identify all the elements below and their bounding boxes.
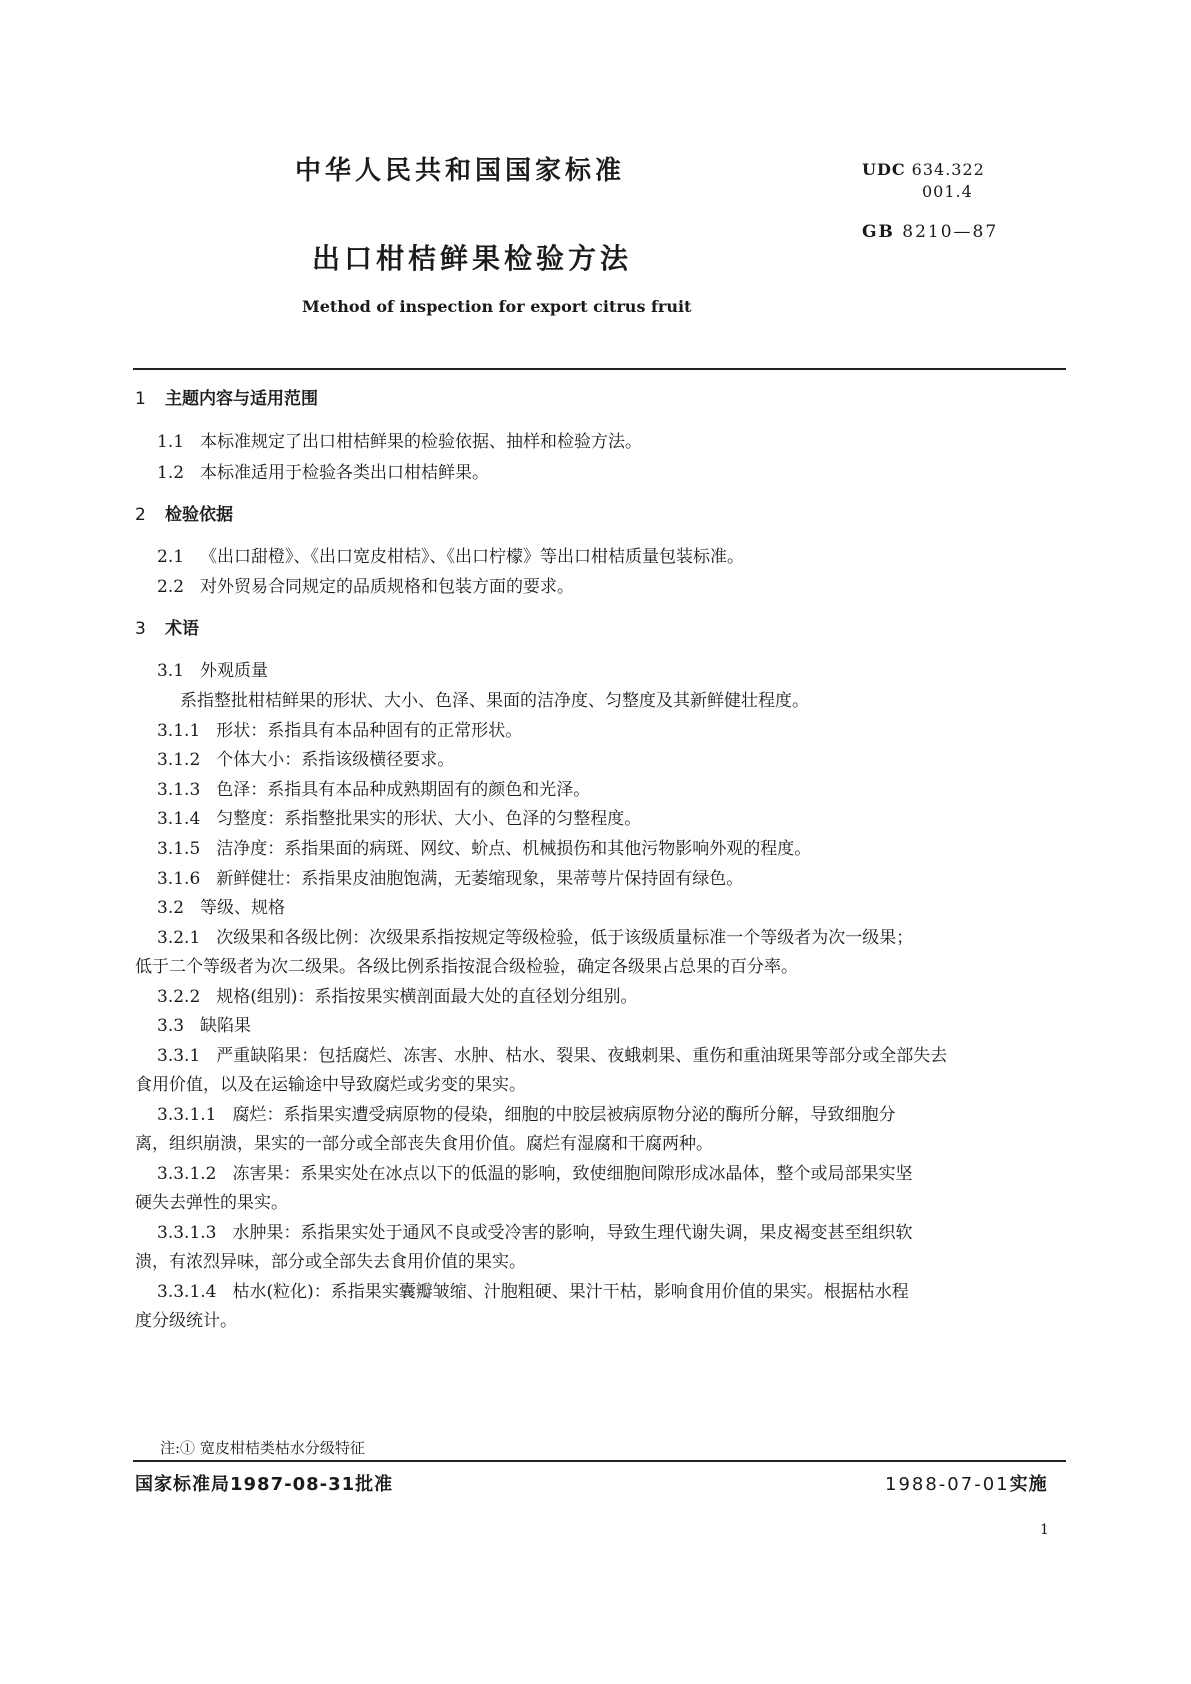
clause-text: 严重缺陷果：包括腐烂、冻害、水肿、枯水、裂果、夜蛾刺果、重伤和重油斑果等部分或全部失去 [216, 1046, 948, 1066]
clause-3-1-description: 系指整批柑桔鲜果的形状、大小、色泽、果面的洁净度、匀整度及其新鲜健壮程度。 [180, 691, 809, 711]
page-number: 1 [1040, 1522, 1049, 1538]
udc-line2: 001.4 [922, 182, 973, 201]
footer-divider [133, 1460, 1066, 1462]
section-title: 检验依据 [165, 505, 233, 525]
clause-3-1-6 [157, 864, 743, 889]
clause-number: 3.3.1.1 [157, 1105, 217, 1125]
gb-label: GB [862, 222, 895, 242]
clause-text: 规格(组别)：系指按果实横剖面最大处的直径划分组别。 [216, 987, 638, 1007]
approval-date: 1987-08-31 [230, 1474, 356, 1495]
clause-2-2 [157, 572, 574, 597]
clause-number: 3.1.4 [157, 809, 201, 829]
clause-number: 3.2.2 [157, 987, 201, 1007]
section-number: 1 [135, 389, 146, 409]
clause-number: 3.1.6 [157, 869, 201, 889]
clause-text: 对外贸易合同规定的品质规格和包装方面的要求。 [200, 577, 575, 597]
clause-number: 3.3.1.2 [157, 1164, 217, 1184]
clause-number: 3.1 [157, 661, 185, 681]
udc-line1: 634.322 [911, 160, 985, 179]
udc-label: UDC [862, 160, 906, 179]
clause-text: 《出口甜橙》、《出口宽皮柑桔》、《出口柠檬》等出口柑桔质量包装标准。 [200, 547, 745, 567]
clause-text: 个体大小：系指该级横径要求。 [216, 750, 455, 770]
clause-text: 次级果和各级比例：次级果系指按规定等级检验，低于该级质量标准一个等级者为次一级果； [216, 928, 914, 948]
clause-3-1-2 [157, 745, 454, 770]
implementation-date: 1988-07-01 [885, 1474, 1010, 1495]
clause-text: 等级、规格 [200, 898, 286, 918]
clause-3-3 [157, 1011, 251, 1036]
udc-code [862, 160, 985, 179]
clause-3-3-1-2 [157, 1159, 912, 1184]
clause-3-3-1-3-continued: 溃，有浓烈异味，部分或全部失去食用价值的果实。 [135, 1252, 526, 1272]
clause-number: 3.3.1.3 [157, 1223, 217, 1243]
standard-name: 中华人民共和国国家标准 [295, 156, 626, 186]
clause-text: 外观质量 [200, 661, 269, 681]
clause-3-1-1 [157, 716, 522, 741]
header-divider [133, 368, 1066, 370]
clause-text: 枯水(粒化)：系指果实囊瓣皱缩、汁胞粗硬、果汁干枯，影响食用价值的果实。根据枯水程 [232, 1282, 909, 1302]
section-2-heading [135, 500, 233, 525]
clause-text: 新鲜健壮：系指果皮油胞饱满，无萎缩现象，果蒂萼片保持固有绿色。 [216, 869, 744, 889]
clause-number: 3.1.3 [157, 780, 201, 800]
section-number: 2 [135, 505, 146, 525]
clause-text: 水肿果：系指果实处于通风不良或受冷害的影响，导致生理代谢失调，果皮褐变甚至组织软 [232, 1223, 913, 1243]
footnote: 注:① 宽皮柑桔类枯水分级特征 [160, 1439, 365, 1457]
clause-3-3-1 [157, 1041, 947, 1066]
clause-number: 3.1.1 [157, 721, 201, 741]
clause-2-1 [157, 542, 744, 567]
clause-1-2 [157, 458, 489, 483]
clause-3-2-1 [157, 923, 913, 948]
clause-number: 3.2 [157, 898, 185, 918]
clause-3-3-1-3 [157, 1218, 912, 1243]
page-title-english: Method of inspection for export citrus fruit [302, 297, 692, 316]
clause-number: 2.1 [157, 547, 185, 567]
clause-number: 3.1.5 [157, 839, 201, 859]
clause-number: 2.2 [157, 577, 185, 597]
clause-3-3-1-1 [157, 1100, 895, 1125]
clause-3-1-4 [157, 804, 641, 829]
implementation-label: 实施 [1009, 1474, 1048, 1495]
clause-text: 本标准适用于检验各类出口柑桔鲜果。 [200, 463, 490, 483]
clause-3-1 [157, 656, 268, 681]
clause-3-1-5 [157, 834, 811, 859]
clause-3-3-1-continued: 食用价值，以及在运输途中导致腐烂或劣变的果实。 [135, 1075, 526, 1095]
clause-text: 色泽：系指具有本品种成熟期固有的颜色和光泽。 [216, 780, 591, 800]
clause-3-2 [157, 893, 285, 918]
clause-number: 3.3.1.4 [157, 1282, 217, 1302]
clause-text: 匀整度：系指整批果实的形状、大小、色泽的匀整程度。 [216, 809, 642, 829]
clause-number: 3.1.2 [157, 750, 201, 770]
clause-number: 1.1 [157, 432, 185, 452]
clause-text: 腐烂：系指果实遭受病原物的侵染，细胞的中胶层被病原物分泌的酶所分解，导致细胞分 [232, 1105, 896, 1125]
section-1-heading [135, 384, 318, 409]
approval-line [135, 1470, 393, 1496]
clause-3-1-3 [157, 775, 590, 800]
clause-3-2-1-continued: 低于二个等级者为次二级果。各级比例系指按混合级检验，确定各级果占总果的百分率。 [135, 957, 798, 977]
clause-text: 冻害果：系果实处在冰点以下的低温的影响，致使细胞间隙形成冰晶体，整个或局部果实坚 [232, 1164, 913, 1184]
clause-text: 本标准规定了出口柑桔鲜果的检验依据、抽样和检验方法。 [200, 432, 643, 452]
clause-text: 形状：系指具有本品种固有的正常形状。 [216, 721, 523, 741]
clause-number: 3.2.1 [157, 928, 201, 948]
section-title: 主题内容与适用范围 [165, 389, 318, 409]
clause-1-1 [157, 427, 642, 452]
clause-number: 1.2 [157, 463, 185, 483]
clause-text: 洁净度：系指果面的病斑、网纹、蚧点、机械损伤和其他污物影响外观的程度。 [216, 839, 812, 859]
page-title: 出口柑桔鲜果检验方法 [312, 242, 633, 275]
gb-number [862, 222, 998, 242]
clause-text: 缺陷果 [200, 1016, 252, 1036]
clause-number: 3.3.1 [157, 1046, 201, 1066]
section-number: 3 [135, 619, 146, 639]
implementation-line [885, 1470, 1048, 1496]
approval-org: 国家标准局 [135, 1474, 230, 1495]
clause-3-3-1-1-continued: 离，组织崩溃，果实的一部分或全部丧失食用价值。腐烂有湿腐和干腐两种。 [135, 1134, 713, 1154]
clause-3-3-1-4 [157, 1277, 909, 1302]
section-title: 术语 [165, 619, 199, 639]
section-3-heading [135, 614, 199, 639]
clause-3-2-2 [157, 982, 638, 1007]
gb-number-value: 8210—87 [902, 222, 999, 242]
clause-number: 3.3 [157, 1016, 185, 1036]
clause-3-3-1-2-continued: 硬失去弹性的果实。 [135, 1193, 288, 1213]
clause-3-3-1-4-continued: 度分级统计。 [135, 1311, 237, 1331]
approval-label: 批准 [355, 1474, 394, 1495]
